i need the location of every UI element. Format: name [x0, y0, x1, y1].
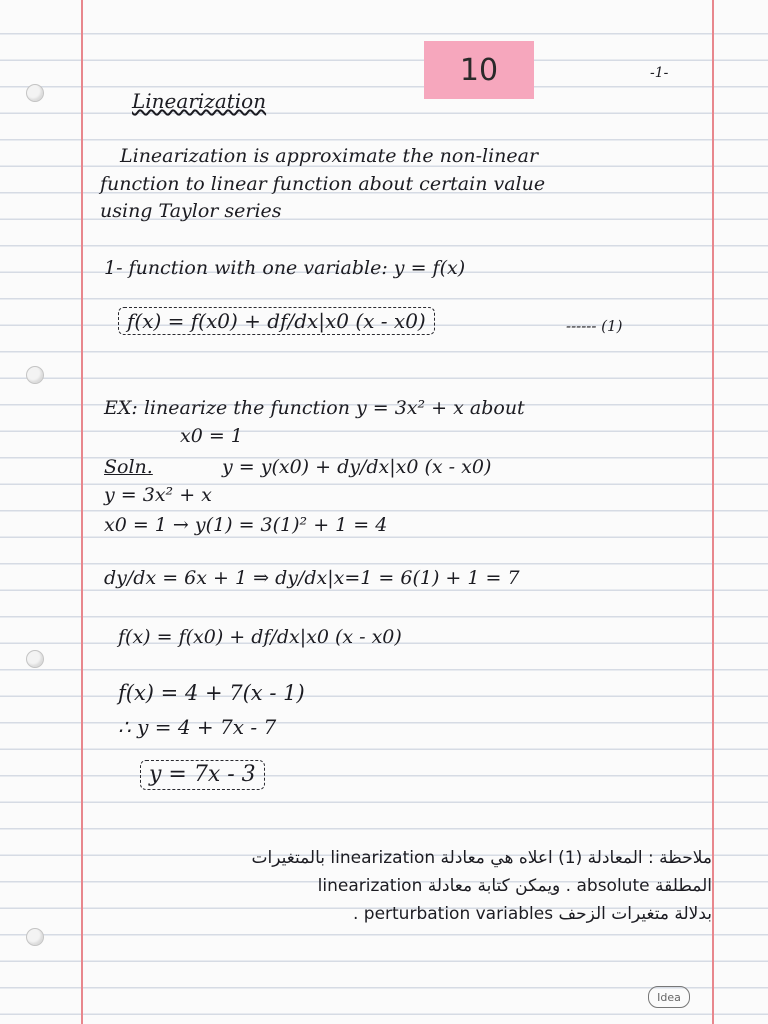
boxed-result: y = 7x - 3 — [140, 760, 265, 790]
solution-step: x0 = 1 → y(1) = 3(1)² + 1 = 4 — [104, 514, 388, 536]
note-line: ملاحظة : المعادلة (1) اعلاه هي معادلة linearization بالمتغيرات — [251, 848, 712, 868]
example-statement: EX: linearize the function y = 3x² + x about — [104, 397, 525, 419]
solution-step: f(x) = 4 + 7(x - 1) — [118, 681, 305, 705]
definition-line: using Taylor series — [100, 200, 282, 222]
definition-line: function to linear function about certain value — [100, 173, 546, 195]
note-line: بدلالة متغيرات الزحف perturbation variables . — [352, 904, 712, 924]
note-line: المطلقة absolute . ويمكن كتابة معادلة linearization — [317, 876, 712, 896]
section-heading: 1- function with one variable: y = f(x) — [104, 257, 466, 279]
solution-formula: y = y(x0) + dy/dx|x0 (x - x0) — [222, 456, 492, 478]
page-title: Linearization — [132, 89, 267, 113]
boxed-formula: f(x) = f(x0) + df/dx|x0 (x - x0) — [118, 307, 435, 335]
left-margin-line — [81, 0, 83, 1024]
right-margin-line — [712, 0, 714, 1024]
sticky-note: 10 — [424, 41, 534, 99]
solution-step: ∴ y = 4 + 7x - 7 — [118, 715, 277, 739]
binder-hole — [26, 366, 44, 384]
example-statement: x0 = 1 — [180, 425, 243, 447]
solution-step: f(x) = f(x0) + df/dx|x0 (x - x0) — [118, 626, 402, 648]
solution-step: y = 3x² + x — [104, 484, 212, 506]
binder-hole — [26, 928, 44, 946]
solution-step: dy/dx = 6x + 1 ⇒ dy/dx|x=1 = 6(1) + 1 = 7 — [104, 567, 520, 589]
solution-label: Soln. — [104, 456, 153, 478]
binder-hole — [26, 84, 44, 102]
equation-number: ------ (1) — [566, 317, 623, 335]
binder-hole — [26, 650, 44, 668]
page-marker: -1- — [650, 65, 669, 81]
paper-brand-logo: Idea — [648, 986, 690, 1008]
definition-line: Linearization is approximate the non-linear — [120, 145, 539, 167]
